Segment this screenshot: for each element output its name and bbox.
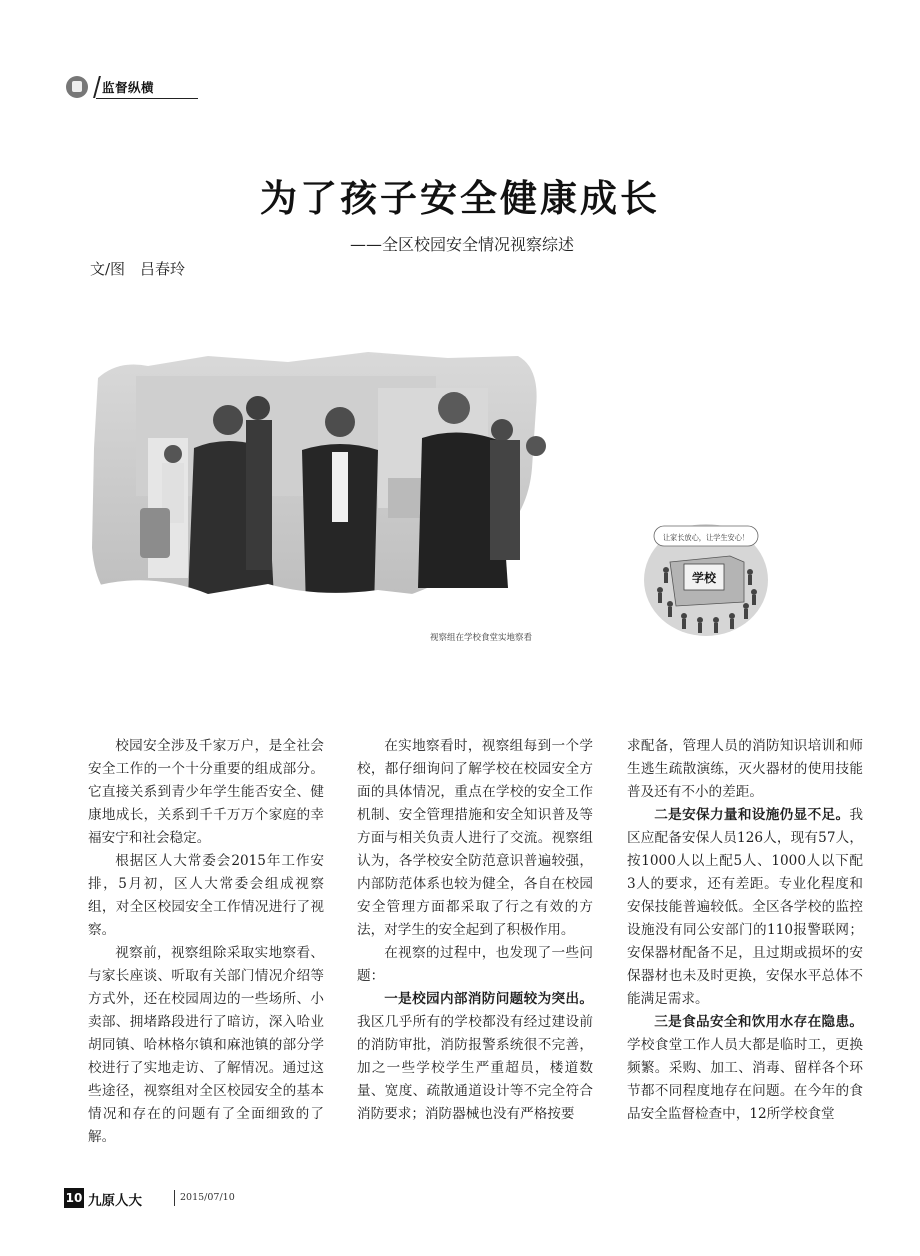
paragraph: 根据区人大常委会2015年工作安排，5月初，区人大常委会组成视察组，对全区校园安全工作情况进行了视察。 (88, 853, 324, 938)
issue-date: 2015/07/10 (180, 1192, 235, 1203)
footer-divider (174, 1190, 175, 1206)
article-column-3 (627, 735, 863, 1126)
column-header (62, 72, 198, 102)
section-heading: 二是安保力量和设施仍显不足。 (654, 807, 850, 823)
school-cartoon (640, 520, 772, 638)
header-underline (96, 98, 198, 99)
photo-caption: 视察组在学校食堂实地察看 (430, 633, 533, 643)
section-text: 我区几乎所有的学校都没有经过建设前的消防审批，消防报警系统很不完善，加之一些学校学生严重超员，楼道数量、宽度、疏散通道设计等不完全符合消防要求；消防器械也没有严格按要 (357, 1014, 593, 1122)
header-divider (93, 76, 100, 98)
article-title: 为了孩子安全健康成长 (260, 177, 660, 220)
paragraph: 视察前，视察组除采取实地察看、与家长座谈、听取有关部门情况介绍等方式外，还在校园周边的一些场所、小卖部、拥堵路段进行了暗访，深入哈业胡同镇、哈林格尔镇和麻池镇的部分学校进行了实地走访、了解情况。通过这些途径，视察组对全区校园安全的基本情况和存在的问题有了全面细致的了解。 (88, 945, 324, 1145)
paragraph: 在实地察看时，视察组每到一个学校，都仔细询问了解学校在校园安全方面的具体情况，重点在学校的安全工作机制、安全管理措施和安全知识普及等方面与相关负责人进行了交流。视察组认为，各学校安全防范意识普遍较强，内部防范体系也较为健全，各自在校园安全管理方面都采取了行之有效的方法，对学生的安全起到了积极作用。 (357, 738, 593, 938)
cartoon-sign: 学校 (691, 571, 717, 585)
national-emblem-icon (66, 76, 88, 98)
article-column-1 (88, 735, 324, 1149)
cartoon-speech: 让家长放心，让学生安心！ (662, 533, 750, 542)
section-paragraph (357, 988, 593, 1126)
section-text: 我区应配备安保人员126人，现有57人，按1000人以上配5人、1000人以下配3人的要求，还有差距。专业化程度和安保技能普遍较低。全区各学校的监控设施没有同公安部门的110报警联网；安保器材配备不足，且过期或损坏的安保器材也未及时更换，安保水平总体不能满足需求。 (627, 807, 863, 1007)
paragraph: 在视察的过程中，也发现了一些问题： (357, 945, 593, 984)
section-heading: 一是校园内部消防问题较为突出。 (384, 991, 593, 1007)
article-column-2 (357, 735, 593, 1126)
paragraph: 校园安全涉及千家万户，是全社会安全工作的一个十分重要的组成部分。它直接关系到青少年学生能否安全、健康地成长，关系到千千万万个家庭的幸福安宁和社会稳定。 (88, 738, 324, 846)
section-text: 学校食堂工作人员大都是临时工，更换频繁。采购、加工、消毒、留样各个环节都不同程度地存在问题。在今年的食品安全监督检查中，12所学校食堂 (627, 1037, 863, 1122)
article-photo (88, 348, 550, 618)
section-paragraph (627, 804, 863, 1011)
paragraph: 求配备，管理人员的消防知识培训和师生逃生疏散演练，灭火器材的使用技能普及还有不小的差距。 (627, 738, 863, 800)
section-paragraph (627, 1011, 863, 1126)
magazine-name: 九原人大 (88, 1193, 142, 1209)
column-name: 监督纵横 (102, 80, 155, 95)
article-byline: 文/图 吕春玲 (90, 260, 186, 278)
article-subtitle: ——全区校园安全情况视察综述 (350, 235, 575, 254)
page-number: 10 (64, 1188, 84, 1208)
section-heading: 三是食品安全和饮用水存在隐患。 (654, 1014, 863, 1030)
